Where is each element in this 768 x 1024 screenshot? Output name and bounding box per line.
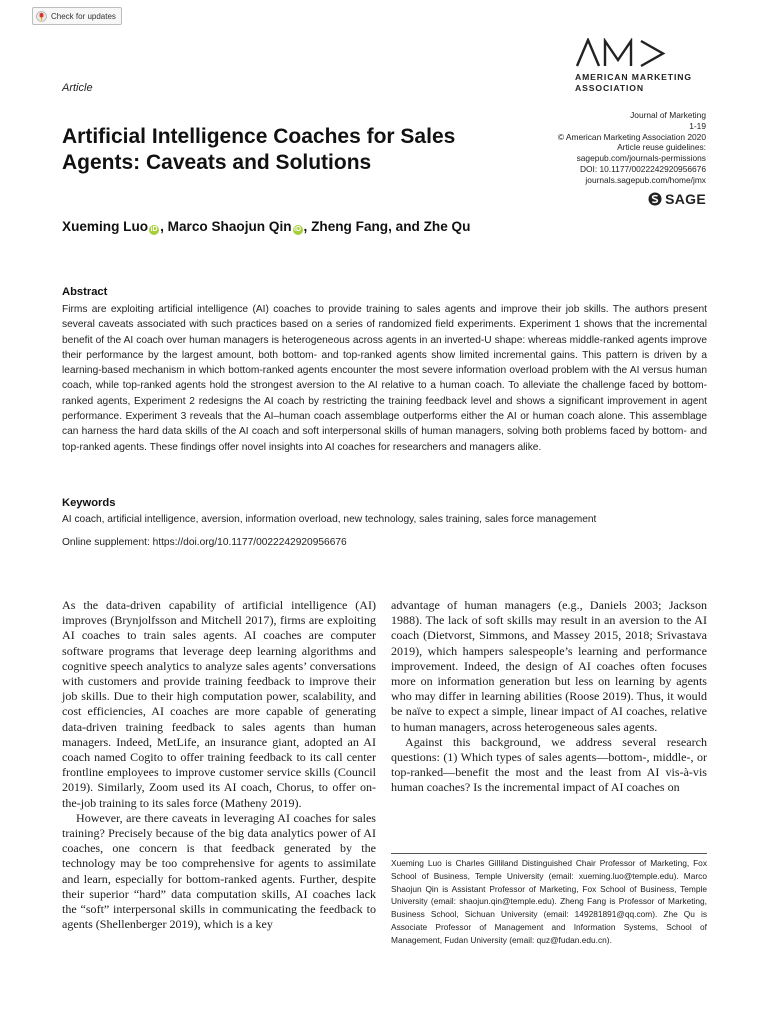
abstract-heading: Abstract bbox=[62, 286, 108, 298]
journal-name: Journal of Marketing bbox=[630, 110, 706, 120]
author-name: Xueming Luo bbox=[62, 219, 149, 234]
orcid-icon[interactable]: iD bbox=[150, 226, 158, 233]
ama-name-line2: ASSOCIATION bbox=[575, 83, 644, 93]
abstract-text: Firms are exploiting artificial intelligence (AI) coaches to provide training to sales agents and improve their job skills. The authors present several caveats associated with such practices based on a series of randomized field experiments. Experiment 1 shows that the incremental benefit of the AI coach over human managers is heterogeneous across agents in an inverted-U shape: whereas middle-ranked agents improve their performance by the largest amount, both bottom- and top-ranked agents show limited incremental gains. This pattern is driven by a learning-based mechanism in which bottom-ranked agents encounter the most severe information overload problem with the AI versus human coach, while top-ranked agents hold the strongest aversion to the AI relative to a human coach. To alleviate the challenge faced by bottom-ranked agents, Experiment 2 redesigns the AI coach by restricting the training feedback level and shows a significant improvement in agent performance. Experiment 3 reveals that the AI–human coach assemblage outperforms either the AI or human coach alone. This assemblage can harness the hard data skills of the AI coach and soft interpersonal skills of human managers, solving both problems faced by bottom- and top-ranked agents. These findings offer novel insights into AI coaches for researchers and managers alike. bbox=[62, 304, 707, 453]
body-paragraph: Against this background, we address several research questions: (1) Which types of sales agents—bottom-, middle-, or top-ranked—benefit the most and the least from AI vis-à-vis human coaches? Is the incremental impact of AI coaches on bbox=[391, 734, 707, 795]
check-for-updates-label: Check for updates bbox=[51, 11, 116, 21]
sage-label: SAGE bbox=[665, 191, 706, 207]
check-for-updates-icon bbox=[36, 11, 47, 22]
page-range: 1-19 bbox=[689, 120, 706, 131]
journal-info bbox=[486, 110, 706, 186]
body-paragraph: As the data-driven capability of artificial intelligence (AI) improves (Brynjolfsson and Mitchell 2017), firms are exploiting AI coaches to train sales agents. AI coaches are computer software programs that leverage deep learning algorithms and cognitive speech analytics to analyze sales agents’ conversations with customers and provide training feedback to improve their job skills. Due to their high computation power, scalability, and cost efficiencies, AI coaches are more capable of generating data-driven training feedback to sales agents than human managers. Indeed, MetLife, an insurance giant, adopted an AI coach named Cogito to offer training feedback to its call center frontline employees to improve customer service skills (Council 2019). Similarly, Zoom used its AI coach, Chorus, to offer on-the-job training to its sales force (Matheny 2019). bbox=[62, 598, 376, 810]
body-paragraph: advantage of human managers (e.g., Daniels 2003; Jackson 1988). The lack of soft skills may result in an aversion to the AI coach (Dietvorst, Simmons, and Massey 2015, 2018; Srivastava 2019), which hampers salespeople’s learning and performance improvement. Indeed, the design of AI coaches often focuses more on information generation but less on learning by agents who may differ in learning abilities (Roose 2019). Thus, it would be naïve to expect a simple, linear impact of AI coaches, relative to human managers, across heterogeneous sales agents. bbox=[391, 598, 707, 734]
body-column-right bbox=[391, 598, 707, 796]
journal-homepage-link[interactable]: journals.sagepub.com/home/jmx bbox=[585, 174, 706, 185]
ama-name bbox=[575, 72, 710, 94]
author-footnote: Xueming Luo is Charles Gilliland Distinguished Chair Professor of Marketing, Fox School of Business, Temple University (email: xueming.luo@temple.edu). Marco Shaojun Qin is Assistant Professor of Marketing, Fox School of Business, Temple University (email: shaojun.qin@temple.edu). Zheng Fang is Professor of Marketing, Business School, Sichuan University (email: 149281891@qq.com). Zhe Qu is Associate Professor of Management and Information Systems, School of Management, Fudan University (email: quz@fudan.edu.cn). bbox=[391, 858, 707, 945]
permissions-link[interactable]: sagepub.com/journals-permissions bbox=[576, 153, 706, 164]
footnote-divider bbox=[391, 853, 707, 854]
keywords-text: AI coach, artificial intelligence, aversion, information overload, new technology, sales training, sales force management bbox=[62, 514, 597, 525]
ama-logo-mark bbox=[575, 38, 670, 68]
article-title: Artificial Intelligence Coaches for Sales Agents: Caveats and Solutions bbox=[62, 125, 456, 174]
reuse-guidelines: Article reuse guidelines: bbox=[617, 142, 706, 153]
article-type-label: Article bbox=[62, 82, 93, 94]
keywords-heading: Keywords bbox=[62, 497, 116, 509]
author-list: Xueming Luo iD , Marco Shaojun Qin iD , Zheng Fang, and Zhe Qu bbox=[62, 219, 471, 234]
orcid-icon[interactable]: iD bbox=[294, 226, 302, 233]
sage-s-icon bbox=[648, 192, 662, 206]
ama-name-line1: AMERICAN MARKETING bbox=[575, 72, 692, 82]
doi[interactable]: DOI: 10.1177/0022242920956676 bbox=[579, 163, 706, 174]
check-for-updates-badge[interactable] bbox=[32, 7, 122, 25]
online-supplement-link[interactable]: Online supplement: https://doi.org/10.1177/0022242920956676 bbox=[62, 537, 347, 548]
author-name-rest: , Zheng Fang, and Zhe Qu bbox=[303, 219, 471, 234]
body-paragraph: However, are there caveats in leveraging AI coaches for sales training? Precisely because of the big data analytics power of AI coaches, one concern is that feedback generated by the technology may be too comprehensive for agents to assimilate and learn, especially for bottom-ranked agents. Further, despite their superior “hard” data computation skills, AI coaches lack the “soft” interpersonal skills in communicating the feedback to agents (Shellenberger 2019), which is a key bbox=[62, 810, 376, 932]
sage-logo bbox=[648, 191, 706, 207]
copyright: © American Marketing Association 2020 bbox=[557, 131, 706, 142]
body-column-left bbox=[62, 598, 376, 932]
ama-logo bbox=[575, 38, 710, 94]
author-name: Marco Shaojun Qin bbox=[167, 219, 292, 234]
